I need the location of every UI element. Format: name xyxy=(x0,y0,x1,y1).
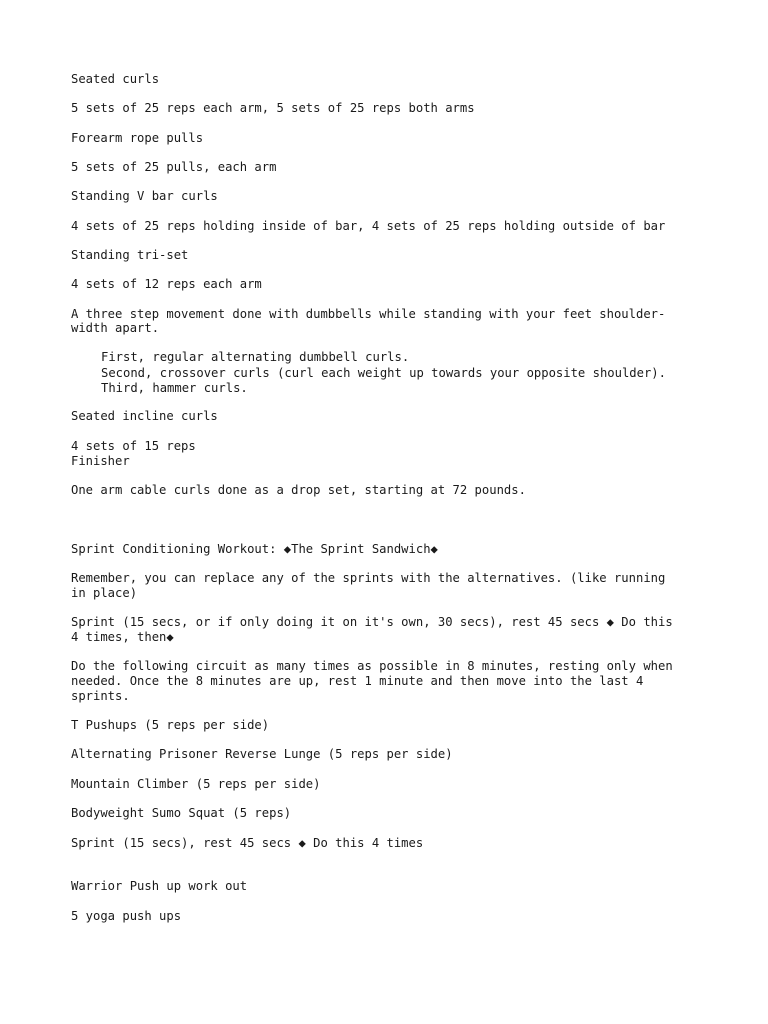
vbar-detail: 4 sets of 25 reps holding inside of bar, 4 sets of 25 reps holding outside of bar xyxy=(71,219,666,233)
circuit-instructions-line: Do the following circuit as many times as possible in 8 minutes, resting only when xyxy=(71,659,673,673)
finisher-heading: Finisher xyxy=(71,454,130,468)
circuit-instructions-line: sprints. xyxy=(71,689,130,703)
incline-detail: 4 sets of 15 reps xyxy=(71,439,196,453)
forearm-detail: 5 sets of 25 pulls, each arm xyxy=(71,160,277,174)
incline-heading: Seated incline curls xyxy=(71,409,218,423)
exercise-item: Mountain Climber (5 reps per side) xyxy=(71,777,321,791)
triset-detail: 4 sets of 12 reps each arm xyxy=(71,277,262,291)
triset-step: Third, hammer curls. xyxy=(101,381,248,395)
exercise-item: Bodyweight Sumo Squat (5 reps) xyxy=(71,806,292,820)
sprint-heading: Sprint Conditioning Workout: ◆The Sprint Sandwich◆ xyxy=(71,542,438,556)
sprint-step-line: 4 times, then◆ xyxy=(71,630,174,644)
triset-step: First, regular alternating dumbbell curls. xyxy=(101,350,410,364)
triset-heading: Standing tri-set xyxy=(71,248,189,262)
warrior-heading: Warrior Push up work out xyxy=(71,879,248,893)
seated-curls-heading: Seated curls xyxy=(71,72,160,86)
warrior-detail: 5 yoga push ups xyxy=(71,909,182,923)
sprint-step-line: Sprint (15 secs, or if only doing it on it's own, 30 secs), rest 45 secs ◆ Do this xyxy=(71,615,673,629)
vbar-heading: Standing V bar curls xyxy=(71,189,218,203)
sprint-final-line: Sprint (15 secs), rest 45 secs ◆ Do this 4 times xyxy=(71,836,424,850)
circuit-instructions-line: needed. Once the 8 minutes are up, rest 1 minute and then move into the last 4 xyxy=(71,674,644,688)
finisher-detail: One arm cable curls done as a drop set, starting at 72 pounds. xyxy=(71,483,526,497)
triset-description-line: width apart. xyxy=(71,321,160,335)
exercise-item: Alternating Prisoner Reverse Lunge (5 reps per side) xyxy=(71,747,453,761)
triset-step: Second, crossover curls (curl each weight up towards your opposite shoulder). xyxy=(101,366,666,380)
exercise-item: T Pushups (5 reps per side) xyxy=(71,718,270,732)
seated-curls-detail: 5 sets of 25 reps each arm, 5 sets of 25 reps both arms xyxy=(71,101,475,115)
forearm-heading: Forearm rope pulls xyxy=(71,131,204,145)
triset-description-line: A three step movement done with dumbbells while standing with your feet shoulder- xyxy=(71,307,666,321)
sprint-note-line: Remember, you can replace any of the sprints with the alternatives. (like running xyxy=(71,571,666,585)
sprint-note-line: in place) xyxy=(71,586,138,600)
